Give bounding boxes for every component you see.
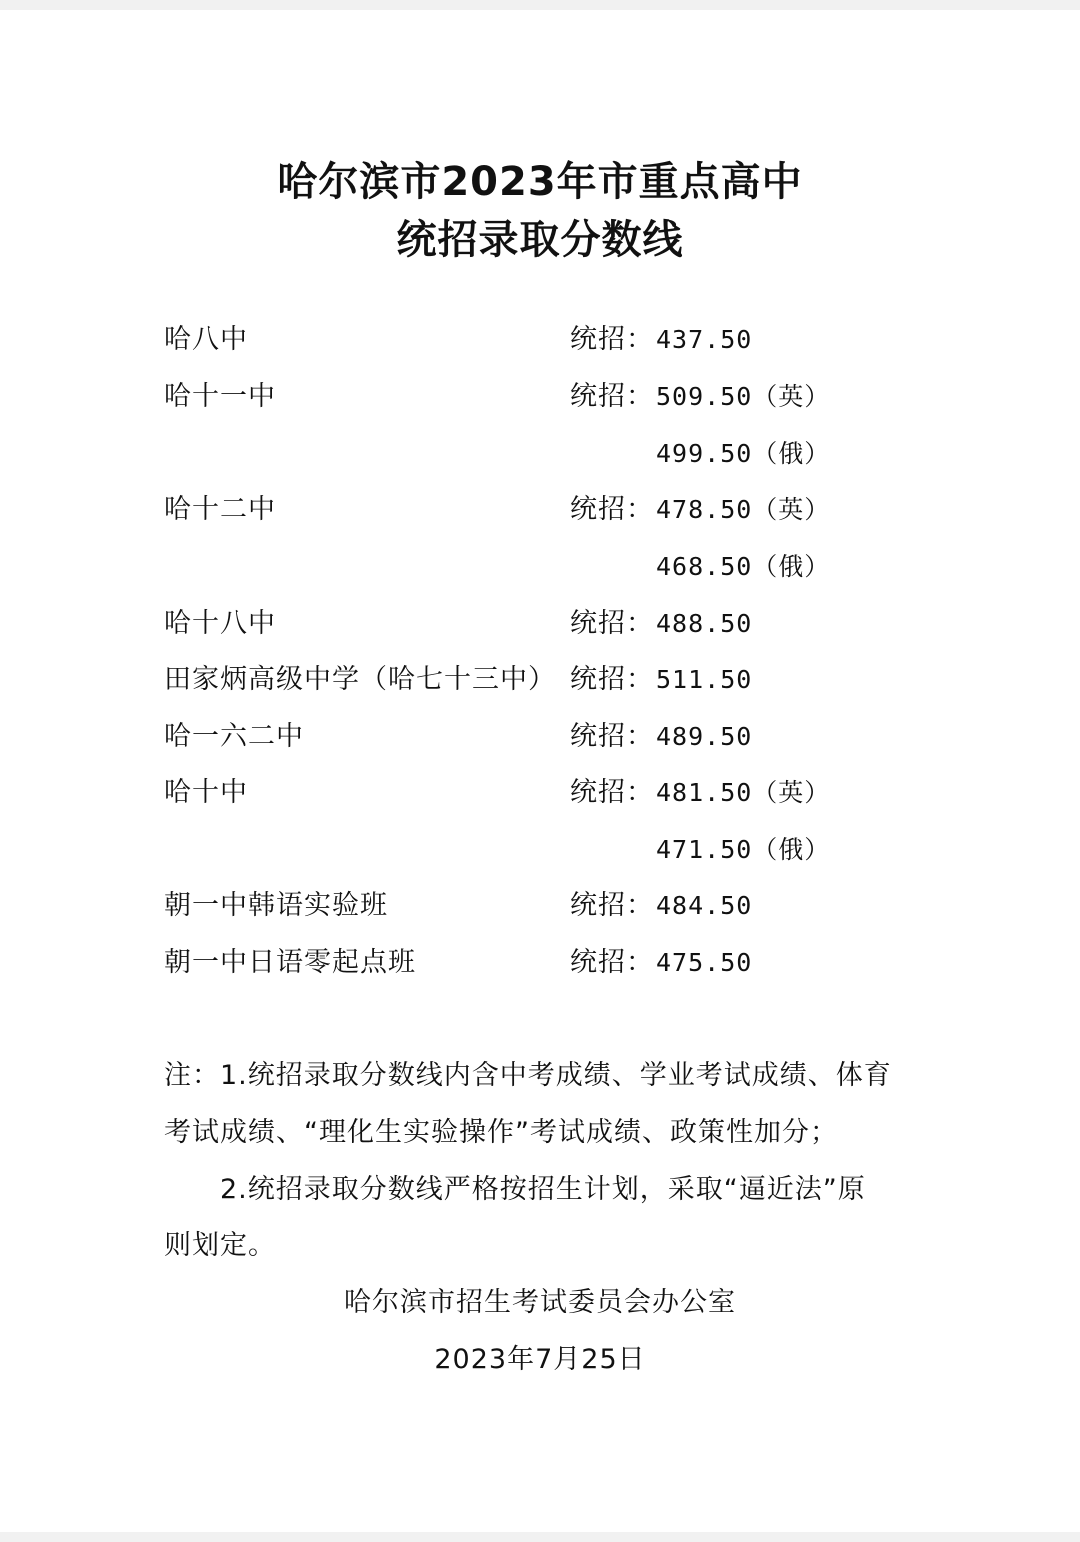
score-value: 468.50（俄） [656,552,831,581]
school-name: 哈八中 [164,324,248,355]
document-title-line2: 统招录取分数线 [396,217,684,263]
admission-label: 统招： [570,721,654,752]
admission-label: 统招： [570,664,654,695]
score-row [164,434,964,474]
school-name: 哈一六二中 [164,721,304,752]
score-row [164,717,964,757]
score-row [164,886,964,926]
score-row [164,943,964,983]
score-value: 471.50（俄） [656,835,831,864]
score-row [164,830,964,870]
admission-label: 统招： [570,947,654,978]
school-name: 哈十一中 [164,381,276,412]
admission-label: 统招： [570,381,654,412]
score-value: 437.50 [656,325,753,354]
school-name: 哈十中 [164,777,248,808]
school-name: 朝一中韩语实验班 [164,890,388,921]
score-value: 484.50 [656,891,753,920]
score-row [164,490,964,530]
admission-label: 统招： [570,494,654,525]
school-name: 哈十二中 [164,494,276,525]
score-value: 489.50 [656,722,753,751]
issuing-office: 哈尔滨市招生考试委员会办公室 [344,1287,736,1318]
score-row [164,377,964,417]
score-value: 475.50 [656,948,753,977]
score-value: 481.50（英） [656,778,831,807]
score-row [164,320,964,360]
document-title-line1: 哈尔滨市2023年市重点高中 [277,159,803,205]
school-name: 哈十八中 [164,608,276,639]
admission-label: 统招： [570,777,654,808]
score-row [164,773,964,813]
document-page [0,10,1080,1532]
school-name: 田家炳高级中学（哈七十三中） [164,664,556,695]
note-1-line-1: 注：1.统招录取分数线内含中考成绩、学业考试成绩、体育 [164,1060,892,1091]
admission-label: 统招： [570,890,654,921]
score-value: 511.50 [656,665,753,694]
note-2-line-2: 则划定。 [164,1230,276,1261]
score-row [164,604,964,644]
score-value: 488.50 [656,609,753,638]
school-name: 朝一中日语零起点班 [164,947,416,978]
note-2-line-1: 2.统招录取分数线严格按招生计划，采取“逼近法”原 [164,1174,866,1205]
admission-label: 统招： [570,324,654,355]
score-value: 499.50（俄） [656,439,831,468]
issue-date: 2023年7月25日 [434,1344,646,1375]
score-value: 478.50（英） [656,495,831,524]
score-value: 509.50（英） [656,382,831,411]
score-row [164,547,964,587]
score-row [164,660,964,700]
note-1-line-2: 考试成绩、“理化生实验操作”考试成绩、政策性加分； [164,1117,838,1148]
admission-label: 统招： [570,608,654,639]
